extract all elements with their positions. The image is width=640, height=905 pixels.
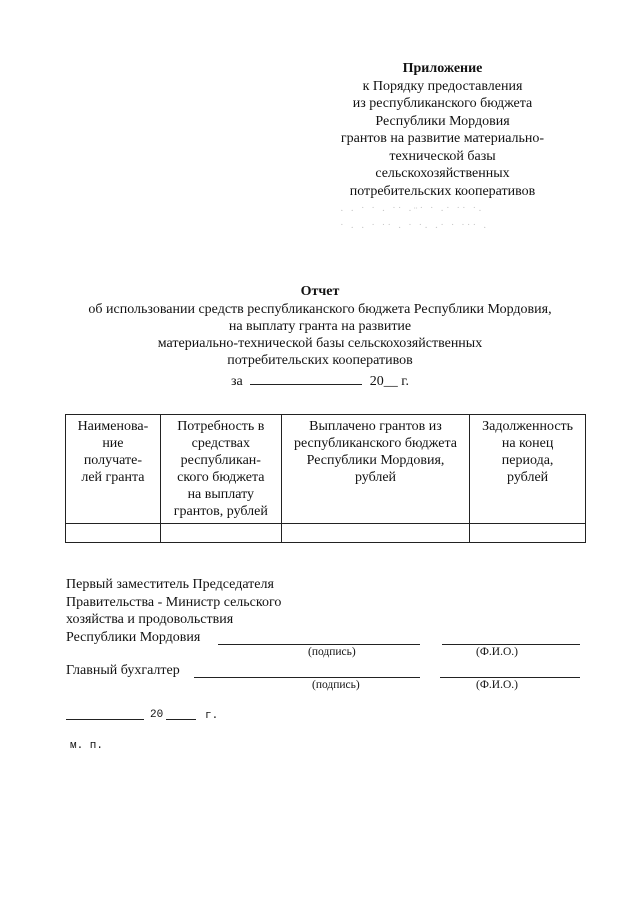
header-need: Потребность в средствах республикан- ского бюджета на выплату грантов, рублей bbox=[160, 415, 281, 524]
minister-title-line: Первый заместитель Председателя bbox=[66, 577, 274, 592]
table-cell bbox=[470, 524, 586, 543]
report-title-block bbox=[40, 283, 600, 369]
minister-name-line bbox=[442, 644, 580, 645]
report-table bbox=[65, 414, 586, 543]
annex-line: потребительских кооперативов bbox=[349, 183, 536, 199]
accountant-name-line bbox=[440, 677, 580, 678]
header-paid: Выплачено грантов из республиканского бюджета Республики Мордовия, рублей bbox=[281, 415, 469, 524]
report-title-line: на выплату гранта на развитие bbox=[228, 319, 412, 334]
period-blank bbox=[250, 384, 362, 385]
header-debt: Задолженность на конец периода, рублей bbox=[470, 415, 586, 524]
report-period bbox=[0, 374, 640, 390]
accountant-signature-line bbox=[194, 677, 420, 678]
name-caption: (Ф.И.О.) bbox=[476, 646, 518, 658]
minister-title-line: хозяйства и продовольствия bbox=[66, 612, 234, 627]
table-cell bbox=[66, 524, 161, 543]
scan-noise: · · ˙ ˙ · ˙˙ ·¨˙ ˙ ·˙ ˙˙ ˙· bbox=[340, 205, 484, 217]
date-year: 20 bbox=[150, 709, 164, 721]
annex-line: грантов на развитие материально- bbox=[340, 131, 545, 146]
annex-line: к Порядку предоставления bbox=[362, 78, 523, 94]
report-title-line: материально-технической базы сельскохозяйственных bbox=[157, 336, 483, 351]
period-suffix: г. bbox=[401, 374, 409, 389]
table-cell bbox=[160, 524, 281, 543]
date-year-line bbox=[166, 719, 196, 720]
annex-heading: Приложение bbox=[402, 61, 483, 76]
annex-line: из республиканского бюджета bbox=[352, 96, 533, 111]
report-title: Отчет bbox=[300, 284, 340, 299]
stamp-place: м. п. bbox=[70, 740, 104, 752]
minister-title-line: Республики Мордовия bbox=[66, 629, 201, 645]
name-caption: (Ф.И.О.) bbox=[476, 679, 518, 691]
table-row bbox=[66, 524, 586, 543]
accountant-signature-block bbox=[66, 662, 180, 680]
annex-line: технической базы bbox=[389, 148, 496, 164]
signature-caption: (подпись) bbox=[308, 646, 356, 658]
annex-block bbox=[300, 60, 585, 200]
annex-line: Республики Мордовия bbox=[375, 113, 510, 129]
minister-signature-line bbox=[218, 644, 420, 645]
scan-noise: ˙ · · ˙ ˙˙ · ˙ ˙· ·˙ ˙ ˙˙˙ · bbox=[340, 222, 489, 234]
signature-caption: (подпись) bbox=[312, 679, 360, 691]
report-title-line: об использовании средств республиканского бюджета Республики Мордовия, bbox=[88, 302, 552, 317]
accountant-title: Главный бухгалтер bbox=[66, 663, 180, 678]
table-cell bbox=[281, 524, 469, 543]
date-suffix: г. bbox=[205, 710, 219, 722]
header-recipient: Наименова- ние получате- лей гранта bbox=[66, 415, 161, 524]
date-day-line bbox=[66, 719, 144, 720]
minister-title-line: Правительства - Министр сельского bbox=[66, 594, 282, 610]
period-year: 20__ bbox=[369, 374, 398, 389]
annex-line: сельскохозяйственных bbox=[375, 166, 510, 181]
report-title-line: потребительских кооперативов bbox=[227, 353, 413, 368]
period-prefix: за bbox=[231, 374, 243, 389]
minister-signature-block bbox=[66, 576, 281, 646]
